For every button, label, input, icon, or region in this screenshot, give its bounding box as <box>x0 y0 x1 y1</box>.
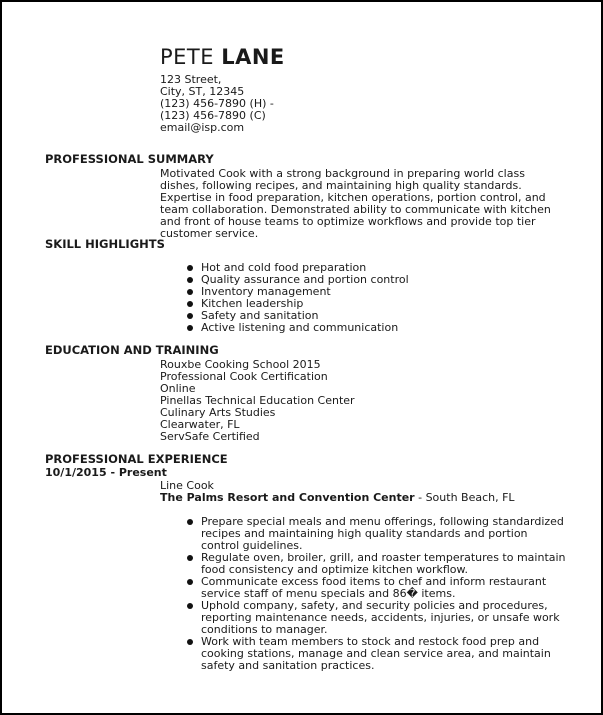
duty-text: Prepare special meals and menu offerings, following standardized recipes and maintaining high quality standards and portion control guidelines. <box>201 515 564 552</box>
company-name: The Palms Resort and Convention Center <box>160 491 415 504</box>
job-location: - South Beach, FL <box>414 491 515 504</box>
address-line-2: City, ST, 12345 <box>160 85 245 98</box>
employer-line <box>160 492 515 504</box>
education-line: Rouxbe Cooking School 2015 <box>160 358 321 371</box>
skill-text: Quality assurance and portion control <box>201 273 409 286</box>
list-item <box>185 552 567 576</box>
bullet-icon <box>187 289 193 295</box>
experience-heading: PROFESSIONAL EXPERIENCE <box>45 452 228 466</box>
bullet-icon <box>187 555 193 561</box>
email: email@isp.com <box>160 121 245 134</box>
skill-text: Hot and cold food preparation <box>201 261 367 274</box>
phone-home: (123) 456-7890 (H) - <box>160 97 274 110</box>
summary-heading: PROFESSIONAL SUMMARY <box>45 152 214 166</box>
duty-text: Uphold company, safety, and security policies and procedures, reporting maintenance needs, accidents, injuries, or unsafe work conditions to manager. <box>201 599 560 636</box>
education-heading: EDUCATION AND TRAINING <box>45 343 219 357</box>
skill-text: Safety and sanitation <box>201 309 319 322</box>
job-dates: 10/1/2015 - Present <box>45 466 167 479</box>
bullet-icon <box>187 325 193 331</box>
summary-body <box>160 168 565 240</box>
education-line: ServSafe Certified <box>160 430 260 443</box>
last-name: LANE <box>221 45 285 69</box>
education-line: Clearwater, FL <box>160 418 240 431</box>
list-item <box>185 516 567 552</box>
duty-text: Communicate excess food items to chef and inform restaurant service staff of menu specials and 86� items. <box>201 575 547 600</box>
duty-text: Regulate oven, broiler, grill, and roaster temperatures to maintain food consistency and optimize kitchen workflow. <box>201 551 566 576</box>
summary-text: Motivated Cook with a strong background in preparing world class dishes, following recipes, and maintaining high quality standards. Expertise in food preparation, kitchen operations, portion control, and team collaboration. Demonstrated ability to communicate with kitchen and front of house teams to optimize workflows and provide top tier customer service. <box>160 167 551 240</box>
bullet-icon <box>187 579 193 585</box>
bullet-icon <box>187 301 193 307</box>
education-line: Pinellas Technical Education Center <box>160 394 355 407</box>
contact-block <box>160 74 274 134</box>
bullet-icon <box>187 603 193 609</box>
list-item <box>185 322 409 334</box>
skills-heading: SKILL HIGHLIGHTS <box>45 237 165 251</box>
first-name: PETE <box>160 45 215 69</box>
skill-text: Inventory management <box>201 285 331 298</box>
bullet-icon <box>187 265 193 271</box>
candidate-name <box>160 45 285 69</box>
bullet-icon <box>187 277 193 283</box>
job-title: Line Cook <box>160 479 214 492</box>
bullet-icon <box>187 519 193 525</box>
skills-list <box>185 262 409 334</box>
skill-text: Active listening and communication <box>201 321 399 334</box>
list-item <box>185 636 567 672</box>
duties-list <box>185 516 567 672</box>
education-line: Professional Cook Certification <box>160 370 328 383</box>
bullet-icon <box>187 639 193 645</box>
skill-text: Kitchen leadership <box>201 297 304 310</box>
list-item <box>185 576 567 600</box>
address-line-1: 123 Street, <box>160 73 222 86</box>
list-item <box>185 600 567 636</box>
bullet-icon <box>187 313 193 319</box>
education-block <box>160 359 355 443</box>
duty-text: Work with team members to stock and restock food prep and cooking stations, manage and clean service area, and maintain safety and sanitation practices. <box>201 635 551 672</box>
education-line: Online <box>160 382 196 395</box>
phone-cell: (123) 456-7890 (C) <box>160 109 266 122</box>
education-line: Culinary Arts Studies <box>160 406 276 419</box>
